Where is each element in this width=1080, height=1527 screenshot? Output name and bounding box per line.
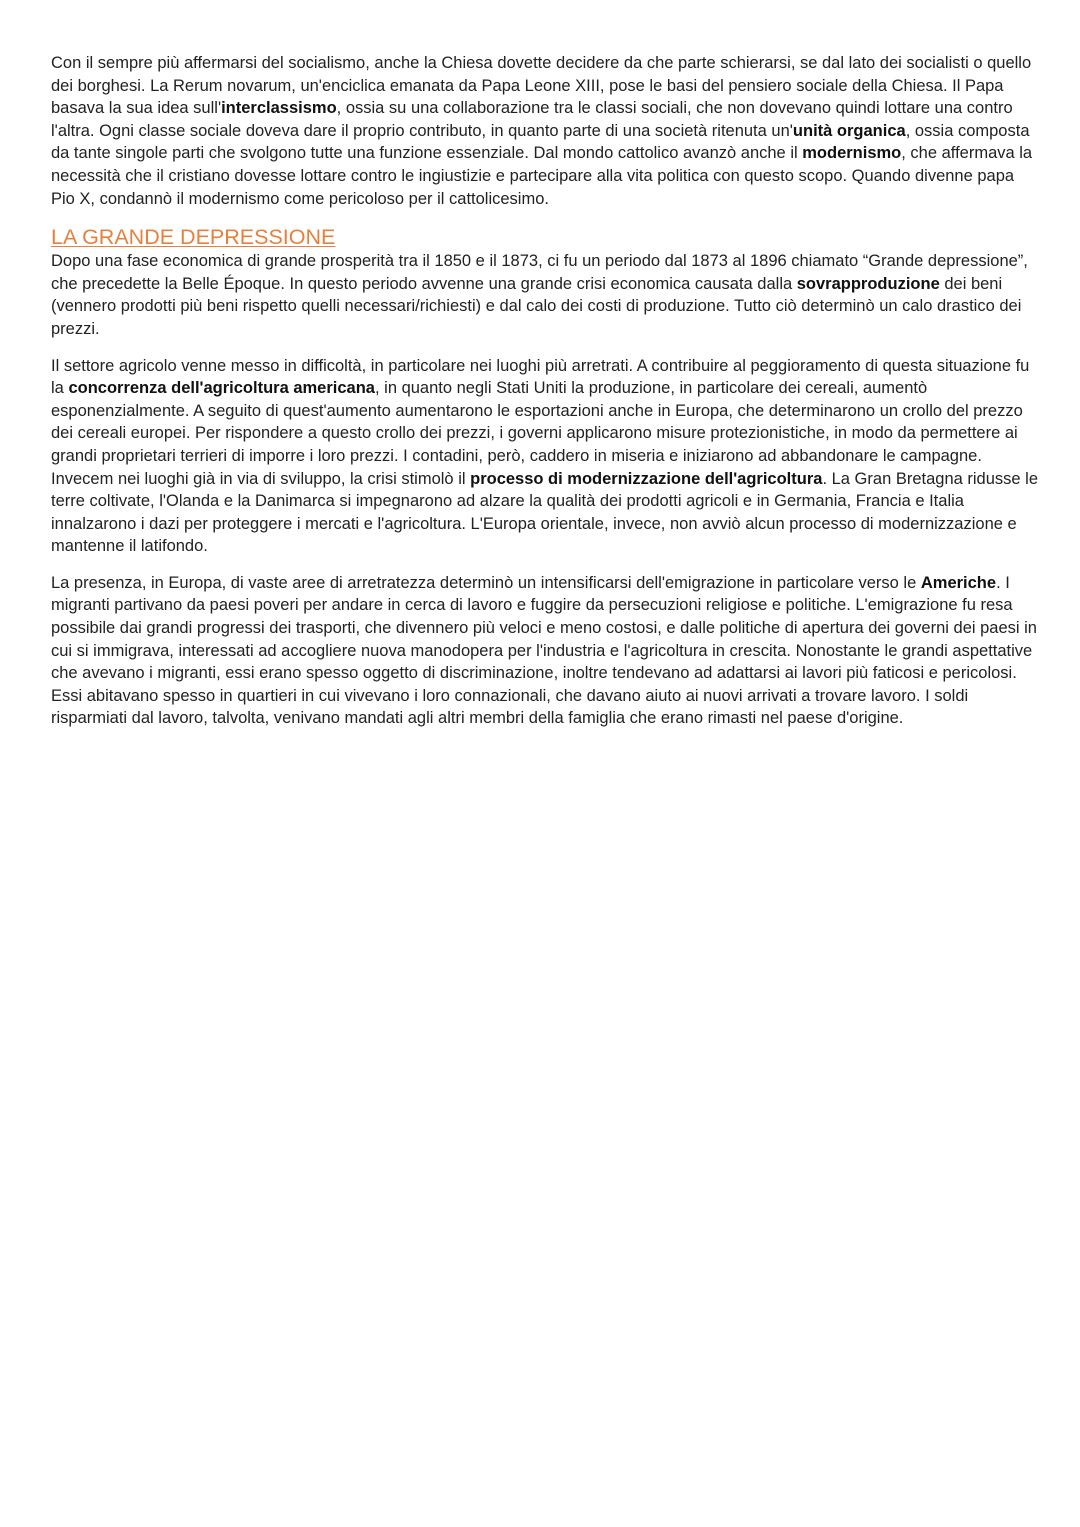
text-run: . I migranti partivano da paesi poveri per andare in cerca di lavoro e fuggire da persecuzioni religiose e politiche. L'emigrazione fu resa possibile dai grandi progressi dei trasporti, che divennero più veloci e meno costosi, e dalle politiche di apertura dei governi dei paesi in cui si immigrava, interessati ad accogliere nuova manodopera per l'industria e l'agricoltura in crescita. Nonostante le grandi aspettative che avevano i migranti, essi erano spesso oggetto di discriminazione, inoltre tendevano ad adattarsi ai lavori più faticosi e pericolosi. Essi abitavano spesso in quartieri in cui vivevano i loro connazionali, che davano aiuto ai nuovi arrivati a trovare lavoro. I soldi risparmiati dal lavoro, talvolta, venivano mandati agli altri membri della famiglia che erano rimasti nel paese d'origine.	[51, 573, 1037, 728]
text-run: . La Gran Bretagna ridusse le terre coltivate, l'Olanda e la Danimarca si impegnarono ad alzare la qualità dei prodotti agricoli e in Germania, Francia e Italia innalzarono i dazi per proteggere i mercati e l'agricoltura. L'Europa orientale, invece, non avviò alcun processo di modernizzazione e mantenne il latifondo.	[51, 469, 1038, 556]
section-heading: LA GRANDE DEPRESSIONE	[51, 225, 336, 250]
document-page	[51, 52, 1041, 730]
agriculture-paragraph	[51, 355, 1041, 558]
intro-paragraph	[51, 52, 1041, 210]
bold-term-modernismo: modernismo	[802, 144, 902, 163]
bold-term-sovrapproduzione: sovrapproduzione	[796, 274, 940, 293]
text-run: Il settore agricolo venne messo in difficoltà, in particolare nei luoghi più arretrati. A contribuire al peggioramento di questa situazione fu la	[51, 356, 1030, 398]
text-run: , che affermava la necessità che il cristiano dovesse lottare contro le ingiustizie e partecipare alla vita politica con questo scopo. Quando divenne papa Pio X, condannò il modernismo come pericoloso per il cattolicesimo.	[51, 144, 1033, 208]
text-run: La presenza, in Europa, di vaste aree di arretratezza determinò un intensificarsi dell'emigrazione in particolare verso le	[51, 573, 921, 592]
text-run: , ossia su una collaborazione tra le classi sociali, che non dovevano quindi lottare una contro l'altra. Ogni classe sociale doveva dare il proprio contributo, in quanto parte di una società ritenuta un'	[51, 99, 1013, 140]
bold-term-modernizzazione: processo di modernizzazione dell'agricoltura	[470, 469, 823, 488]
text-run: , ossia composta da tante singole parti che svolgono tutte una funzione essenziale. Dal mondo cattolico avanzò anche il	[51, 121, 1030, 163]
bold-term-americhe: Americhe	[920, 573, 997, 592]
depression-paragraph	[51, 250, 1041, 340]
text-run: Dopo una fase economica di grande prosperità tra il 1850 e il 1873, ci fu un periodo dal 1873 al 1896 chiamato “Grande depressione”, che precedette la Belle Époque. In questo periodo avvenne una grande crisi economica causata dalla	[51, 252, 1028, 293]
bold-term-concorrenza: concorrenza dell'agricoltura americana	[68, 379, 375, 398]
emigration-paragraph	[51, 572, 1041, 730]
bold-term-unita-organica: unità organica	[792, 121, 906, 140]
text-run: Con il sempre più affermarsi del socialismo, anche la Chiesa dovette decidere da che parte schierarsi, se dal lato dei socialisti o quello dei borghesi. La Rerum novarum, un'enciclica emanata da Papa Leone XIII, pose le basi del pensiero sociale della Chiesa. Il Papa basava la sua idea sull'	[51, 54, 1032, 118]
text-run: dei beni (vennero prodotti più beni rispetto quelli necessari/richiesti) e dal calo dei costi di produzione. Tutto ciò determinò un calo drastico dei prezzi.	[51, 274, 1022, 338]
text-run: , in quanto negli Stati Uniti la produzione, in particolare dei cereali, aumentò esponenzialmente. A seguito di quest'aumento aumentarono le esportazioni anche in Europa, che determinarono un crollo del prezzo dei cereali europei. Per rispondere a questo crollo dei prezzi, i governi applicarono misure protezionistiche, in modo da permettere ai grandi proprietari terrieri di imporre i loro prezzi. I contadini, però, caddero in miseria e iniziarono ad abbandonare le campagne. Invecem nei luoghi già in via di sviluppo, la crisi stimolò il	[51, 379, 1023, 488]
bold-term-interclassismo: interclassismo	[221, 99, 337, 118]
